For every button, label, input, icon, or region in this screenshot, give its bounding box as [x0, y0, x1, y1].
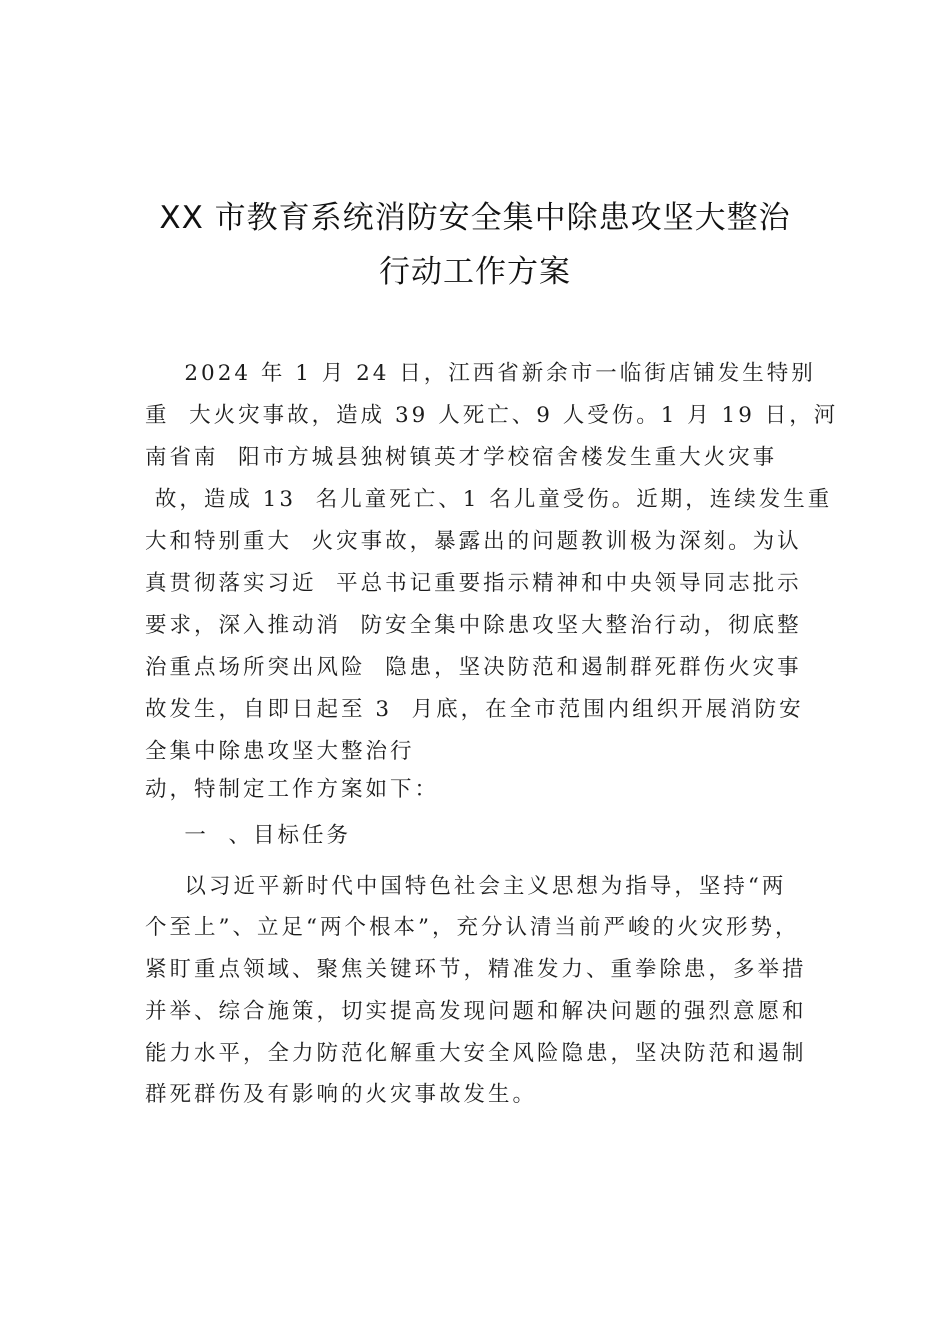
paragraph-line: 故，造成 13 名儿童死亡、1 名儿童受伤。近期，连续发生重	[145, 487, 833, 512]
paragraph-line: 动，特制定工作方案如下：	[145, 777, 440, 802]
paragraph-line: 南省南 阳市方城县独树镇英才学校宿舍楼发生重大火灾事	[145, 445, 778, 470]
paragraph-line: 个至上”、立足“两个根本”，充分认清当前严峻的火灾形势，	[145, 915, 800, 940]
paragraph-line: 紧盯重点领域、聚焦关键环节，精准发力、重拳除患，多举措	[145, 957, 807, 982]
paragraph-line: 要求，深入推动消 防安全集中除患攻坚大整治行动，彻底整	[145, 613, 802, 638]
paragraph-line: 能力水平，全力防范化解重大安全风险隐患，坚决防范和遏制	[145, 1041, 807, 1066]
paragraph-line: 全集中除患攻坚大整治行	[145, 739, 415, 764]
document-title-line-1: XX 市教育系统消防安全集中除患攻坚大整治	[159, 200, 791, 236]
paragraph-line: 2024 年 1 月 24 日，江西省新余市一临街店铺发生特别	[145, 361, 816, 386]
document-title-line-2: 行动工作方案	[379, 254, 571, 290]
paragraph-line: 重 大火灾事故，造成 39 人死亡、9 人受伤。1 月 19 日，河	[145, 403, 839, 428]
paragraph-line: 以习近平新时代中国特色社会主义思想为指导，坚持“两	[145, 874, 787, 899]
paragraph-line: 故发生，自即日起至 3 月底，在全市范围内组织开展消防安	[145, 697, 804, 722]
paragraph-line: 治重点场所突出风险 隐患，坚决防范和遏制群死群伤火灾事	[145, 655, 802, 680]
paragraph-line: 并举、综合施策，切实提高发现问题和解决问题的强烈意愿和	[145, 999, 807, 1024]
section-heading: 一 、目标任务	[145, 823, 352, 848]
paragraph-line: 真贯彻落实习近 平总书记重要指示精神和中央领导同志批示	[145, 571, 802, 596]
paragraph-line: 群死群伤及有影响的火灾事故发生。	[145, 1082, 538, 1107]
paragraph-line: 大和特别重大 火灾事故，暴露出的问题教训极为深刻。为认	[145, 529, 802, 554]
